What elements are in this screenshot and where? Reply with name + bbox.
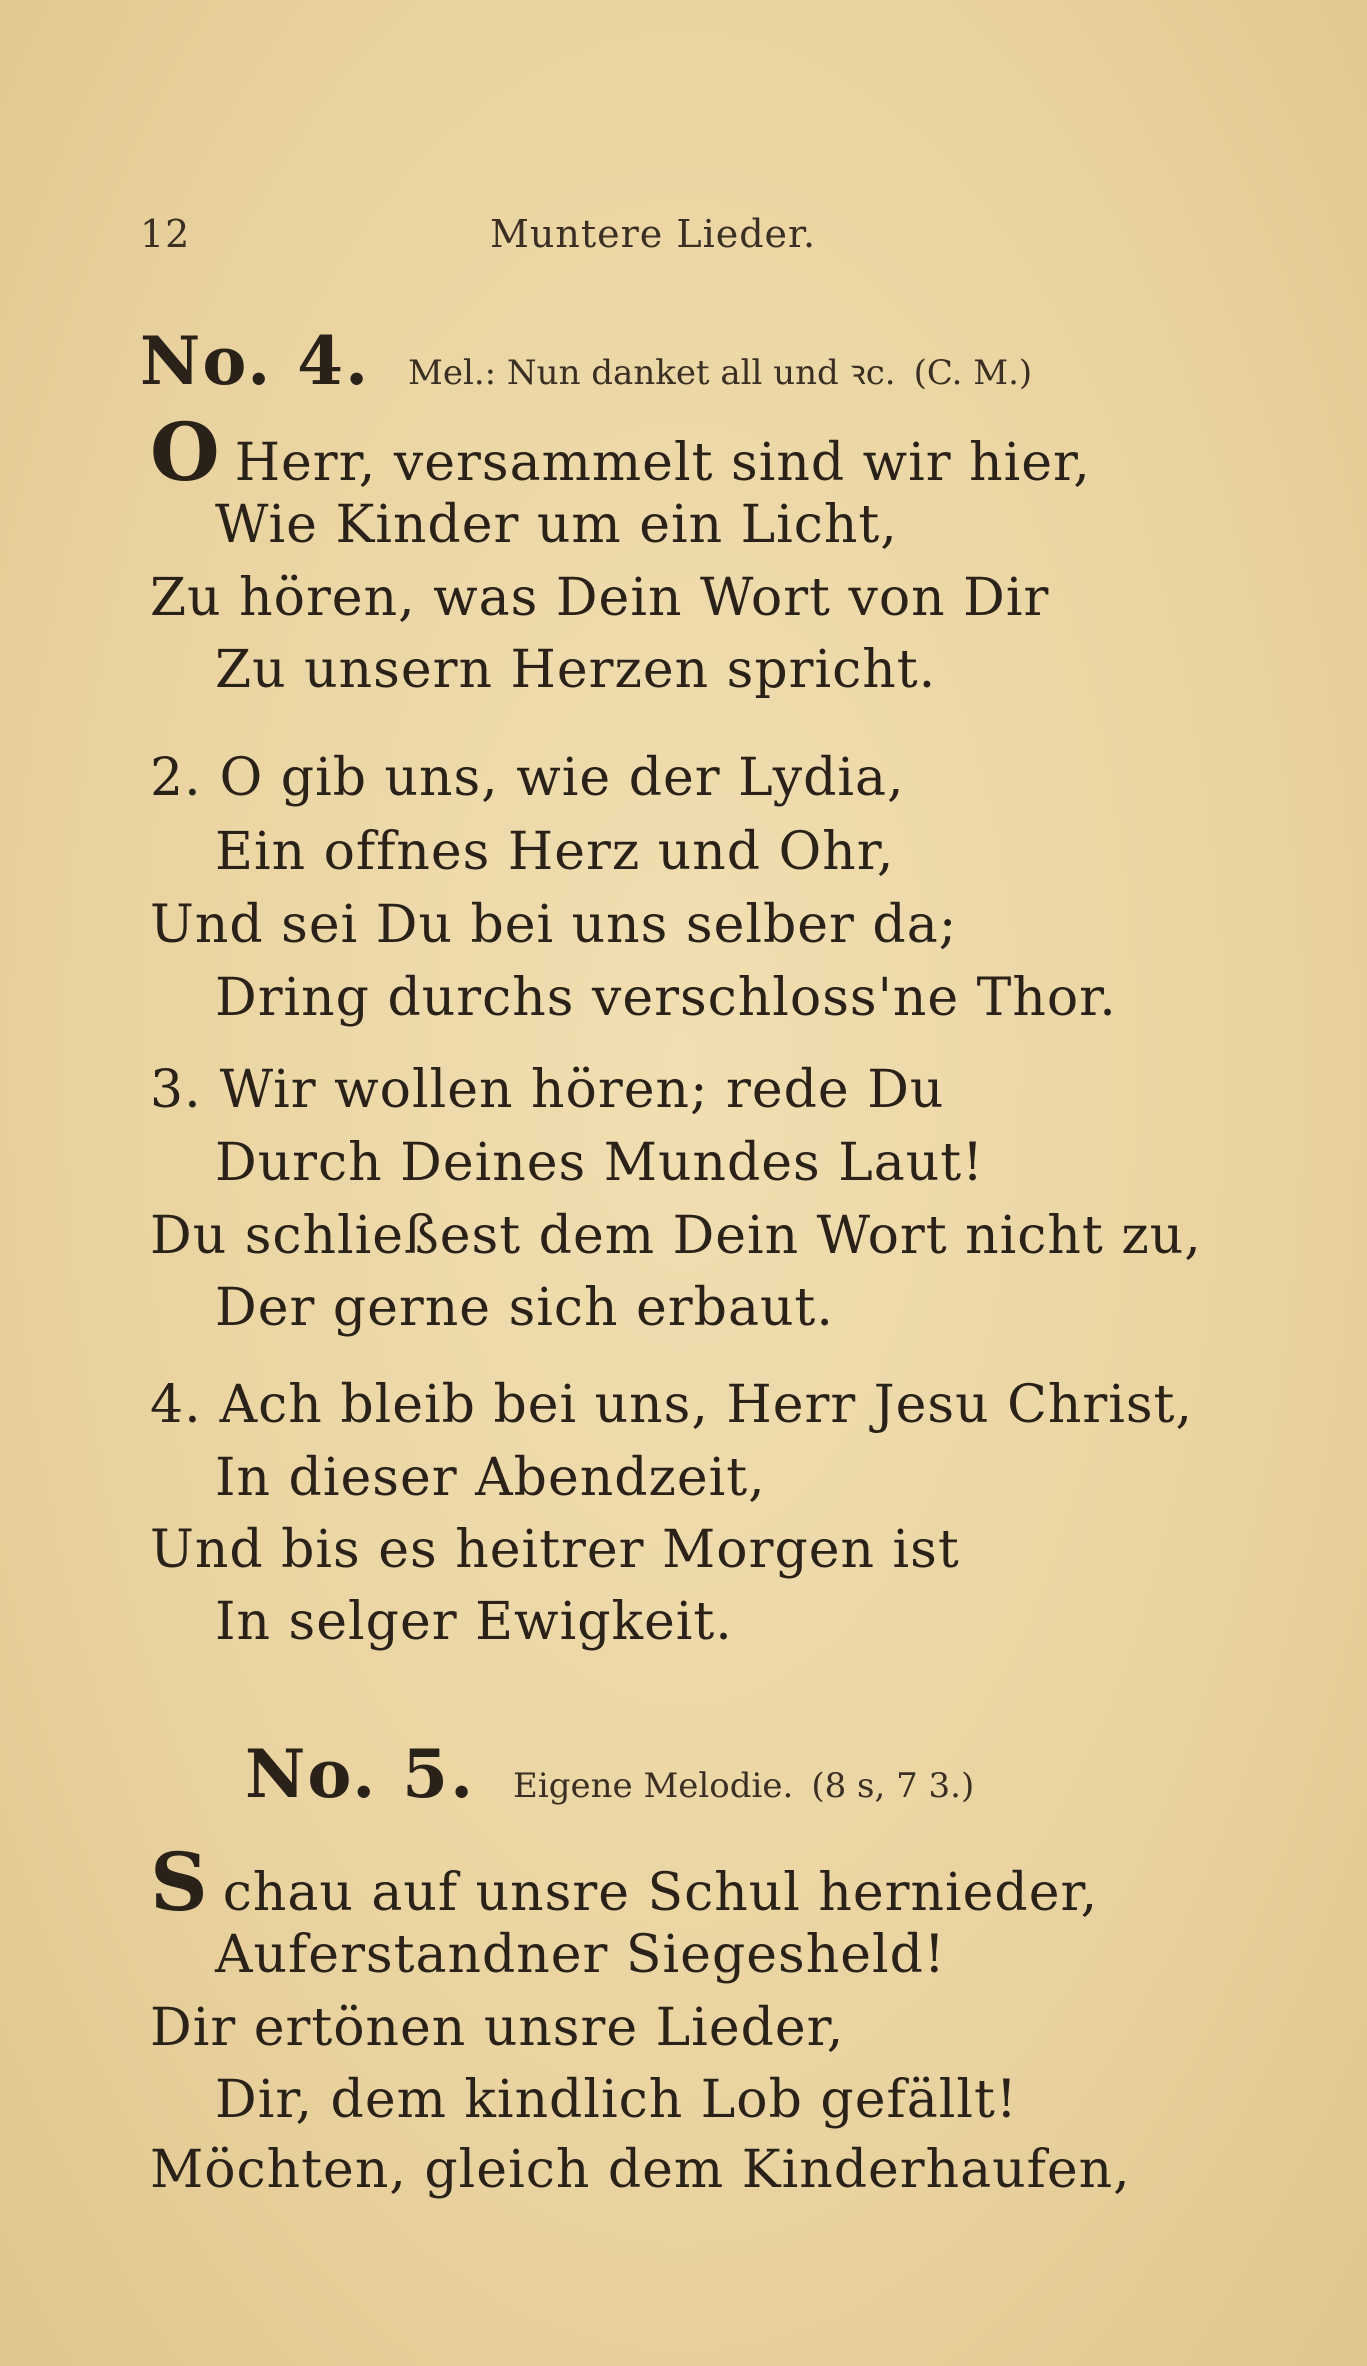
verse-line: Und bis es heitrer Morgen ist <box>150 1520 960 1580</box>
verse-line: O Herr, versammelt sind wir hier, <box>150 405 1091 499</box>
verse-line: Schau auf unsre Schul hernieder, <box>150 1835 1099 1929</box>
verse-line: Dir, dem kindlich Lob gefällt! <box>215 2070 1018 2130</box>
verse-line: In selger Ewigkeit. <box>215 1592 733 1652</box>
hymn-number: No. 4. <box>140 322 371 400</box>
verse-line: 2. O gib uns, wie der Lydia, <box>150 748 905 808</box>
stanza-number: 3. <box>150 1060 202 1120</box>
verse-line: Ein offnes Herz und Ohr, <box>215 822 895 882</box>
verse-line: Zu unsern Herzen spricht. <box>215 640 937 700</box>
verse-line: Du schließest dem Dein Wort nicht zu, <box>150 1206 1202 1266</box>
hymn-melody: Mel.: Nun danket all und ꝛc. <box>408 353 896 393</box>
stanza-number: 4. <box>150 1375 202 1435</box>
hymn-heading <box>245 1735 974 1813</box>
drop-cap: O <box>150 405 221 499</box>
verse-line: Der gerne sich erbaut. <box>215 1278 834 1338</box>
hymn-meter: (8 s, 7 3.) <box>811 1766 975 1806</box>
verse-line: In dieser Abendzeit, <box>215 1448 766 1508</box>
verse-line: Möchten, gleich dem Kinderhaufen, <box>150 2140 1131 2200</box>
hymn-number: No. 5. <box>245 1735 476 1813</box>
verse-line: 3. Wir wollen hören; rede Du <box>150 1060 945 1120</box>
hymn-melody: Eigene Melodie. <box>513 1766 794 1806</box>
verse-line: Zu hören, was Dein Wort von Dir <box>150 568 1050 628</box>
verse-line: Auferstandner Siegesheld! <box>215 1925 946 1985</box>
verse-line: Durch Deines Mundes Laut! <box>215 1133 985 1193</box>
hymn-meter: (C. M.) <box>913 353 1033 393</box>
running-title: Muntere Lieder. <box>490 212 817 256</box>
verse-line: Wie Kinder um ein Licht, <box>215 495 898 555</box>
page-number: 12 <box>140 212 191 256</box>
hymn-heading <box>140 322 1032 400</box>
verse-line: 4. Ach bleib bei uns, Herr Jesu Christ, <box>150 1375 1193 1435</box>
drop-cap: S <box>150 1835 209 1929</box>
verse-line: Dring durchs verschloss'ne Thor. <box>215 968 1117 1028</box>
verse-line: Dir ertönen unsre Lieder, <box>150 1998 845 2058</box>
verse-line: Und sei Du bei uns selber da; <box>150 895 958 955</box>
stanza-number: 2. <box>150 748 202 808</box>
